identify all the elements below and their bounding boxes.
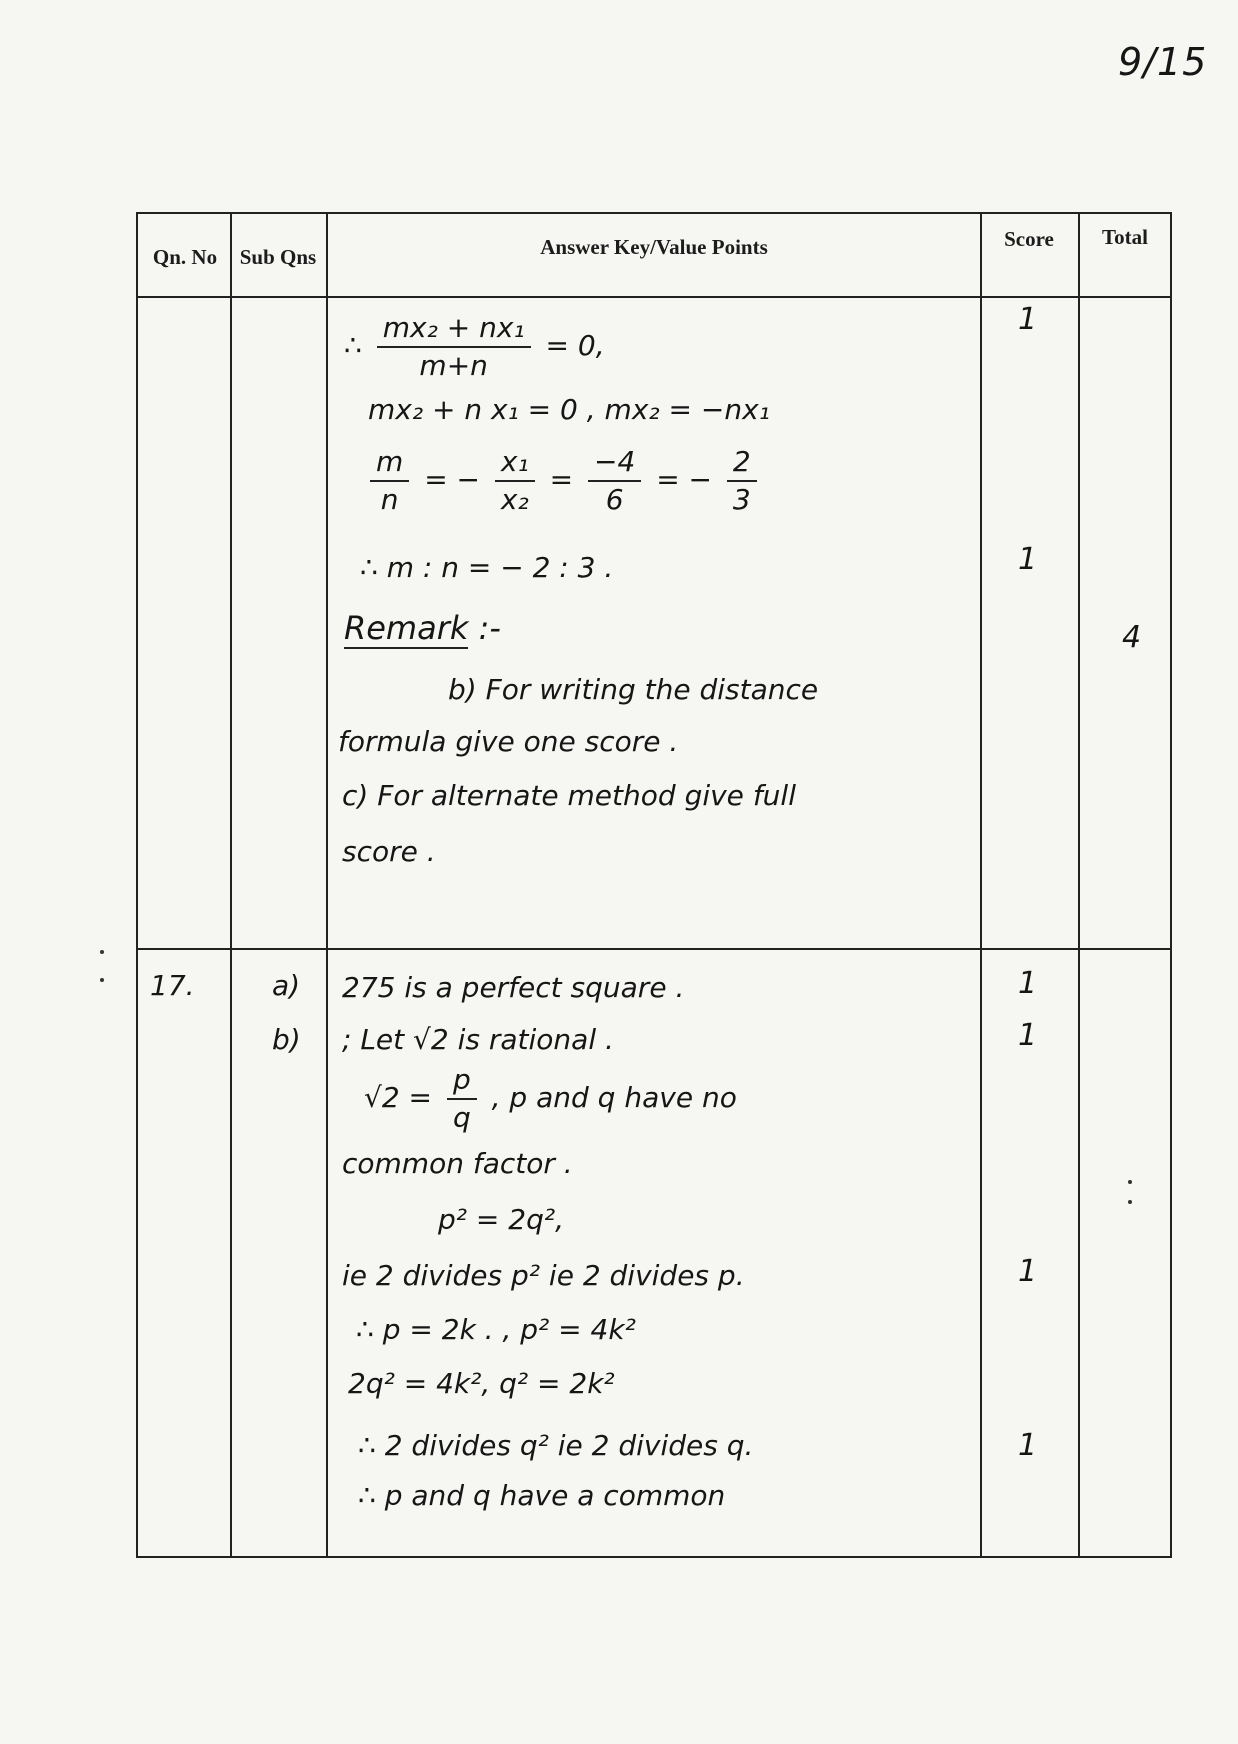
score-mark: 1 [1018, 302, 1038, 337]
equals-sign: = [549, 463, 574, 496]
row-divider [138, 948, 1170, 950]
fraction-denominator: m+n [419, 349, 488, 382]
fraction [447, 1064, 477, 1134]
fraction [377, 312, 531, 382]
fraction-numerator: 2 [727, 446, 757, 482]
header-sub-qns: Sub Qns [239, 245, 317, 269]
header-divider [138, 296, 1170, 298]
sub-question-a: a) [272, 969, 301, 1002]
column-divider [230, 214, 232, 1556]
scan-speck [100, 950, 104, 954]
answer-line: common factor . [342, 1147, 573, 1180]
answer-line: ∴ 2 divides q² ie 2 divides q. [358, 1429, 754, 1462]
scan-speck [100, 978, 104, 982]
remark-line: score . [342, 835, 436, 868]
fraction [495, 446, 535, 516]
fraction [588, 446, 641, 516]
answer-line: 275 is a perfect square . [342, 971, 685, 1004]
answer-line: ∴ p and q have a common [358, 1479, 726, 1512]
score-mark: 1 [1018, 1428, 1038, 1463]
score-mark: 1 [1018, 1018, 1038, 1053]
answer-line: mx₂ + n x₁ = 0 , mx₂ = −nx₁ [368, 393, 770, 426]
remark-line: b) For writing the distance [448, 673, 819, 706]
fraction-numerator: m [370, 446, 409, 482]
answer-line: 2q² = 4k², q² = 2k² [348, 1367, 615, 1400]
answer-key-table [136, 212, 1172, 1558]
column-divider [980, 214, 982, 1556]
question-number: 17. [150, 969, 195, 1002]
sub-question-b: b) [272, 1023, 301, 1056]
remark-label: Remark [344, 609, 469, 647]
remark-heading [344, 609, 501, 647]
fraction-numerator: mx₂ + nx₁ [377, 312, 531, 348]
fraction-numerator: −4 [588, 446, 641, 482]
remark-line: c) For alternate method give full [342, 779, 796, 812]
fraction-denominator: q [452, 1101, 471, 1134]
equation-rhs: = 0, [545, 329, 605, 362]
equals-sign: = − [656, 463, 713, 496]
score-mark: 1 [1018, 966, 1038, 1001]
fraction-denominator: n [380, 483, 399, 516]
header-total: Total [1102, 225, 1148, 249]
column-divider [1078, 214, 1080, 1556]
answer-line: p² = 2q², [438, 1203, 564, 1236]
answer-line [364, 1064, 737, 1134]
answer-line: ∴ p = 2k . , p² = 4k² [356, 1313, 636, 1346]
remark-suffix: :- [478, 609, 501, 647]
header-answer: Answer Key/Value Points [540, 235, 768, 259]
header-qn-no: Qn. No [152, 245, 218, 269]
answer-line [364, 446, 763, 516]
fraction-numerator: x₁ [495, 446, 535, 482]
total-mark: 4 [1122, 620, 1142, 655]
fraction [370, 446, 409, 516]
header-score: Score [1004, 227, 1054, 251]
answer-line: ie 2 divides p² ie 2 divides p. [342, 1259, 745, 1292]
page-number: 9/15 [1118, 40, 1208, 84]
fraction-denominator: 3 [732, 483, 751, 516]
equals-sign: = − [424, 463, 481, 496]
remark-line: formula give one score . [338, 725, 679, 758]
fraction [727, 446, 757, 516]
fraction-denominator: 6 [605, 483, 624, 516]
column-divider [326, 214, 328, 1556]
answer-line: ∴ m : n = − 2 : 3 . [360, 551, 614, 584]
fraction-numerator: p [447, 1064, 477, 1100]
scan-speck [1128, 1180, 1132, 1184]
fraction-denominator: x₂ [500, 483, 529, 516]
scan-speck [1128, 1200, 1132, 1204]
answer-line [344, 312, 605, 382]
equation-rhs: , p and q have no [491, 1081, 737, 1114]
score-mark: 1 [1018, 1254, 1038, 1289]
score-mark: 1 [1018, 542, 1038, 577]
therefore-symbol: ∴ [344, 329, 362, 362]
equation-lhs: √2 = [364, 1081, 433, 1114]
answer-line: ; Let √2 is rational . [342, 1023, 614, 1056]
